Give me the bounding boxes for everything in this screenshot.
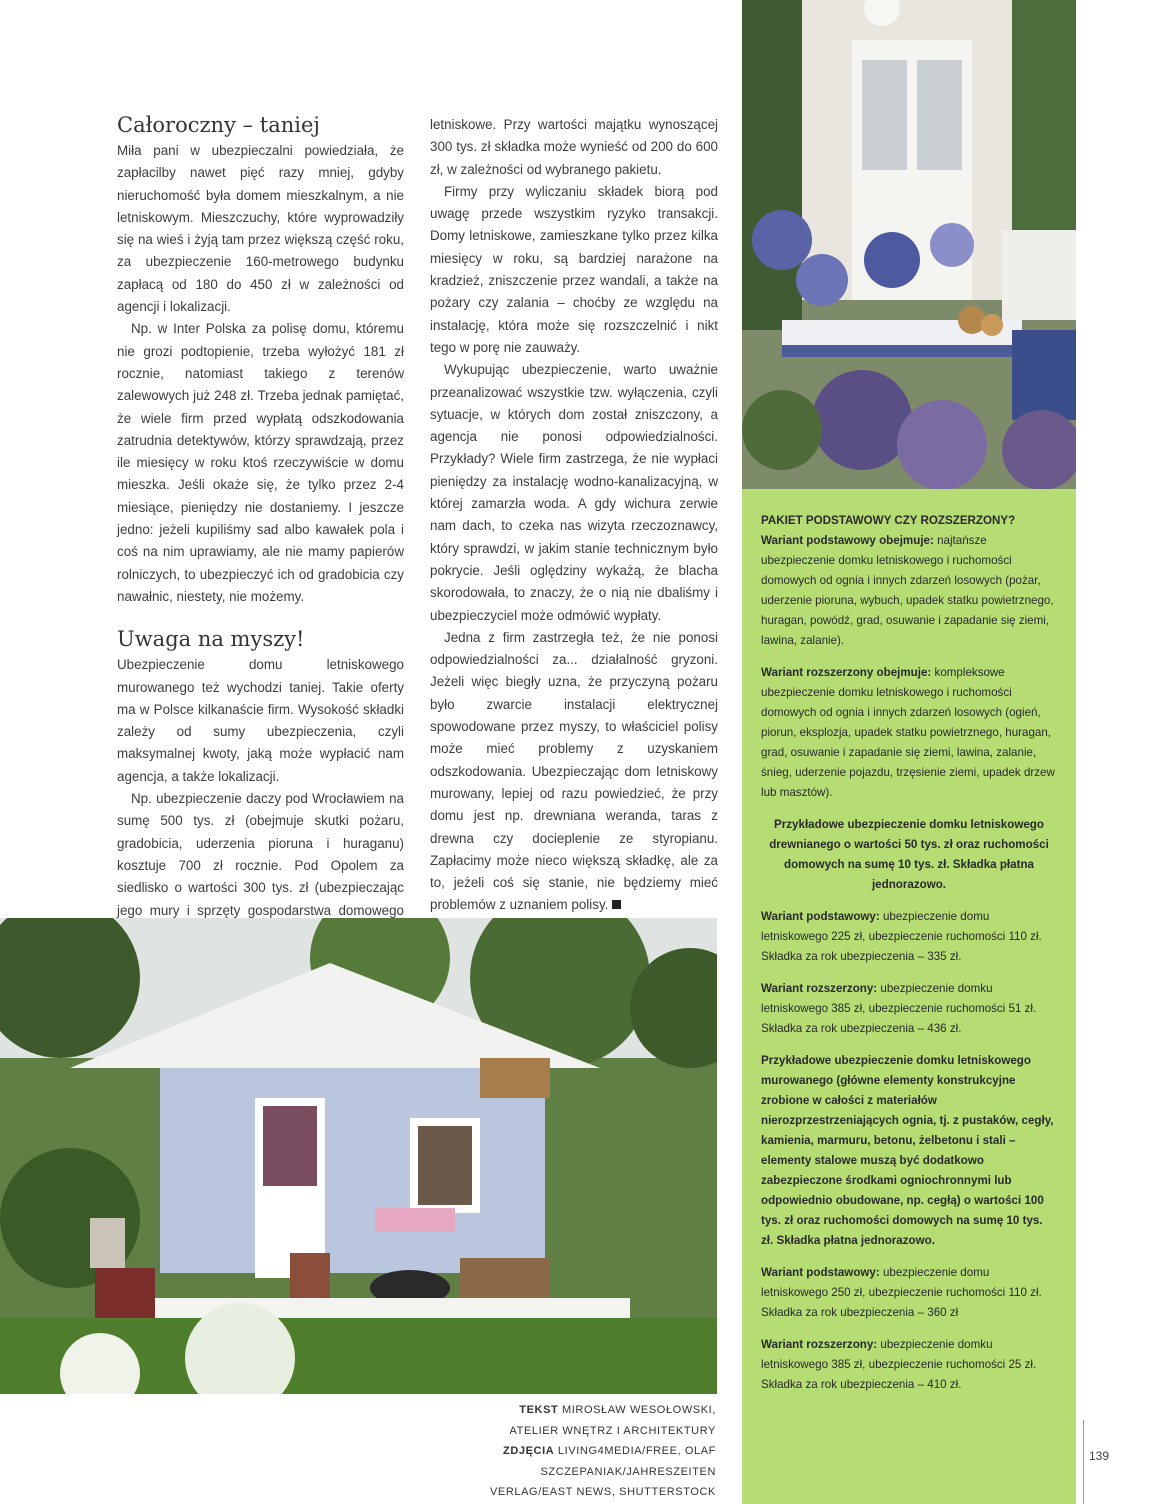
- paragraph: Firmy przy wyliczaniu składek biorą pod uwagę przede wszystkim ryzyko transakcji. Domy letniskowe, zamieszkane tylko przez kilka miesięcy w roku, są bardziej narażone na kradzież, zniszczenie przez wandali, a także na pożary czy zalania – choćby ze względu na instalację, która może się rozszczelnić i nikt tego w porę nie zauważy.: [430, 183, 718, 355]
- sidebar-extended-variant: [761, 663, 1057, 803]
- example1-extended-text: ubezpieczenie domku letniskowego 385 zł, ubezpieczenie ruchomości 51 zł. Składka za rok ubezpieczenia – 436 zł.: [761, 982, 1037, 1035]
- example2-basic: [761, 1263, 1057, 1323]
- basic-variant-text: najtańsze ubezpieczenie domku letniskowego i ruchomości domowych od ognia i innych zdarzeń losowych (pożar, uderzenie pioruna, wybuch, upadek statku powietrznego, huragan, powódź, grad, osuwanie i zapadanie się ziemi, lawina, zalanie).: [761, 534, 1054, 647]
- credits: [356, 1400, 716, 1503]
- credits-text-author: MIROSŁAW WESOŁOWSKI,: [558, 1404, 716, 1416]
- example1-basic: [761, 907, 1057, 967]
- credits-text-label: TEKST: [519, 1404, 559, 1416]
- sidebar-content: [761, 511, 1057, 1407]
- paragraph: Miła pani w ubezpieczalni powiedziała, że zapłacilby nawet pięć razy mniej, gdyby nieruchomość była domem mieszkalnym, a nie letniskowym. Mieszczuchy, które wyprowadziły się na wieś i żyją tam przez większą część roku, za ubezpieczenie 160-metrowego budynku zapłacą od 180 do 450 zł w zależności od agencji i lokalizacji.: [117, 143, 404, 315]
- section-heading-uwaga-na-myszy: Uwaga na myszy!: [117, 627, 305, 652]
- example2-extended: [761, 1335, 1057, 1395]
- photo-terrace-hydrangeas: [742, 0, 1076, 489]
- shed-illustration: [0, 918, 717, 1394]
- extended-variant-label: Wariant rozszerzony obejmuje:: [761, 666, 932, 679]
- credits-photo-label: ZDJĘCIA: [503, 1445, 555, 1457]
- paragraph: Wykupując ubezpieczenie, warto uważnie przeanalizować wszystkie tzw. wyłączenia, czyli sytuacje, w których dom został zniszczony, a agencja nie ponosi odpowiedzialności. Przykłady? Wiele firm zastrzega, że nie wypłaci pieniędzy za instalację wodno-kanalizacyjną, w której zamarzła woda. A gdy wichura zerwie nam dach, to czeka nas wizyta rzeczoznawcy, który sprawdzi, w jakim stanie technicznym było pokrycie. Jeśli oględziny wykażą, że blacha skorodowała, to znaczy, że o nią nie dbaliśmy i ubezpieczyciel może odmówić wypłaty.: [430, 362, 718, 623]
- example2-basic-label: Wariant podstawowy:: [761, 1266, 880, 1279]
- paragraph: Np. w Inter Polska za polisę domu, któremu nie grozi podtopienie, trzeba wyłożyć 181 zł rocznie, natomiast takiego z terenów zalewowych już 248 zł. Trzeba jednak pamiętać, że wiele firm przed wypłatą odszkodowania zatrudnia detektywów, którzy sprawdzają, przez ile miesięcy w roku ktoś rzeczywiście w domu mieszka. Jeśli okaże się, że tylko przez 2-4 miesiące, pieniędzy nie dostaniemy. I jeszcze jedno: jeżeli kupiliśmy sad albo kawałek pola i coś na nim uprawiamy, ale nie mamy papierów rolniczych, to ubezpieczyć ich od gradobicia czy nawałnic, niestety, nie możemy.: [117, 321, 404, 604]
- example1-heading: Przykładowe ubezpieczenie domku letniskowego drewnianego o wartości 50 tys. zł oraz ruchomości domowych na sumę 10 tys. zł. Składka płatna jednorazowo.: [769, 818, 1049, 891]
- example2-heading: Przykładowe ubezpieczenie domku letniskowego murowanego (główne elementy konstrukcyjne zrobione w całości z materiałów nierozprzestrzeniających ognia, tj. z pustaków, cegły, kamienia, marmuru, betonu, żelbetonu i stali – elementy stalowe muszą być dodatkowo zabezpieczone środkami ogniochronnymi lub odpowiednio obudowane, np. cegłą) o wartości 100 tys. zł oraz ruchomości domowych na sumę 10 tys. zł. Składka płatna jednorazowo.: [761, 1054, 1054, 1247]
- article-column-left: [117, 112, 404, 966]
- paragraph-final-text: Jedna z firm zastrzegła też, że nie ponosi odpowiedzialności za... działalność gryzoni. Jeżeli więc biegły uzna, że przyczyną pożaru było zwarcie instalacji elektrycznej spowodowane przez myszy, to właściciel polisy może mieć problemy z uzyskaniem odszkodowania. Ubezpieczając dom letniskowy murowany, lepiej od razu powiedzieć, że przy domu jest np. drewniana weranda, taras z drewna czy docieplenie ze styropianu. Zapłacimy może nieco większą składkę, ale za to, jeżeli coś się stanie, nie będziemy mieć problemów z uznaniem polisy.: [430, 629, 718, 913]
- credits-text-line2: ATELIER WNĘTRZ I ARCHITEKTURY: [509, 1424, 716, 1437]
- extended-variant-text: kompleksowe ubezpieczenie domku letniskowego i ruchomości domowych od ognia i innych zdarzeń losowych (ogień, piorun, eksplozja, upadek statku powietrznego, huragan, grad, osuwanie i zapadanie się ziemi, lawina, zalanie, śnieg, uderzenie pojazdu, trzęsienie ziemi, upadek drzew lub masztów).: [761, 666, 1055, 799]
- example2-extended-label: Wariant rozszerzony:: [761, 1338, 878, 1351]
- example2-basic-text: ubezpieczenie domu letniskowego 250 zł, ubezpieczenie ruchomości 110 zł. Składka za rok ubezpieczenia – 360 zł: [761, 1266, 1042, 1319]
- credits-photo-sources: LIVING4MEDIA/FREE, OLAF SZCZEPANIAK/JAHRESZEITEN: [540, 1445, 716, 1478]
- paragraph: letniskowe. Przy wartości majątku wynoszącej 300 tys. zł składka może wynieść od 200 do 600 zł, w zależności od wybranego pakietu.: [430, 117, 718, 177]
- page-number: 139: [1089, 1449, 1110, 1463]
- page-number-rule: [1083, 1420, 1084, 1504]
- credits-text-line: [356, 1400, 716, 1421]
- sidebar-basic-variant: [761, 531, 1057, 651]
- paragraph-final: [430, 627, 718, 917]
- credits-photo-line2: VERLAG/EAST NEWS, SHUTTERSTOCK: [489, 1486, 716, 1498]
- basic-variant-label: Wariant podstawowy obejmuje:: [761, 534, 934, 547]
- terrace-illustration: [742, 0, 1076, 489]
- example1-extended-label: Wariant rozszerzony:: [761, 982, 878, 995]
- info-sidebar: [742, 489, 1076, 1504]
- example1-extended: [761, 979, 1057, 1039]
- credits-photo-line: [356, 1441, 716, 1482]
- example1-basic-label: Wariant podstawowy:: [761, 910, 880, 923]
- paragraph: Ubezpieczenie domu letniskowego murowanego też wychodzi taniej. Takie oferty ma w Polsce kilkanaście firm. Wysokość składki zależy od sumy ubezpieczenia, czyli maksymalnej kwoty, jaką może wypłacić nam agencja, a także lokalizacji.: [117, 657, 404, 784]
- section-heading-caloroczny: Całoroczny – taniej: [117, 113, 320, 137]
- example1-basic-text: ubezpieczenie domu letniskowego 225 zł, ubezpieczenie ruchomości 110 zł. Składka za rok ubezpieczenia – 335 zł.: [761, 910, 1042, 963]
- sidebar-title: PAKIET PODSTAWOWY CZY ROZSZERZONY?: [761, 514, 1016, 527]
- example2-extended-text: ubezpieczenie domku letniskowego 385 zł, ubezpieczenie ruchomości 25 zł. Składka za rok ubezpieczenia – 410 zł.: [761, 1338, 1037, 1391]
- end-of-article-mark: [612, 900, 621, 909]
- photo-garden-shed: [0, 918, 717, 1394]
- article-column-right: [430, 114, 718, 917]
- paragraph: Np. ubezpieczenie daczy pod Wrocławiem na sumę 500 tys. zł (obejmuje skutki pożaru, gradobicia, uderzenia pioruna i huraganu) kosztuje 700 zł rocznie. Pod Opolem za siedlisko o wartości 300 tys. zł (ubezpieczając jego mury i sprzęty gospodarstwa domowego: [117, 791, 404, 918]
